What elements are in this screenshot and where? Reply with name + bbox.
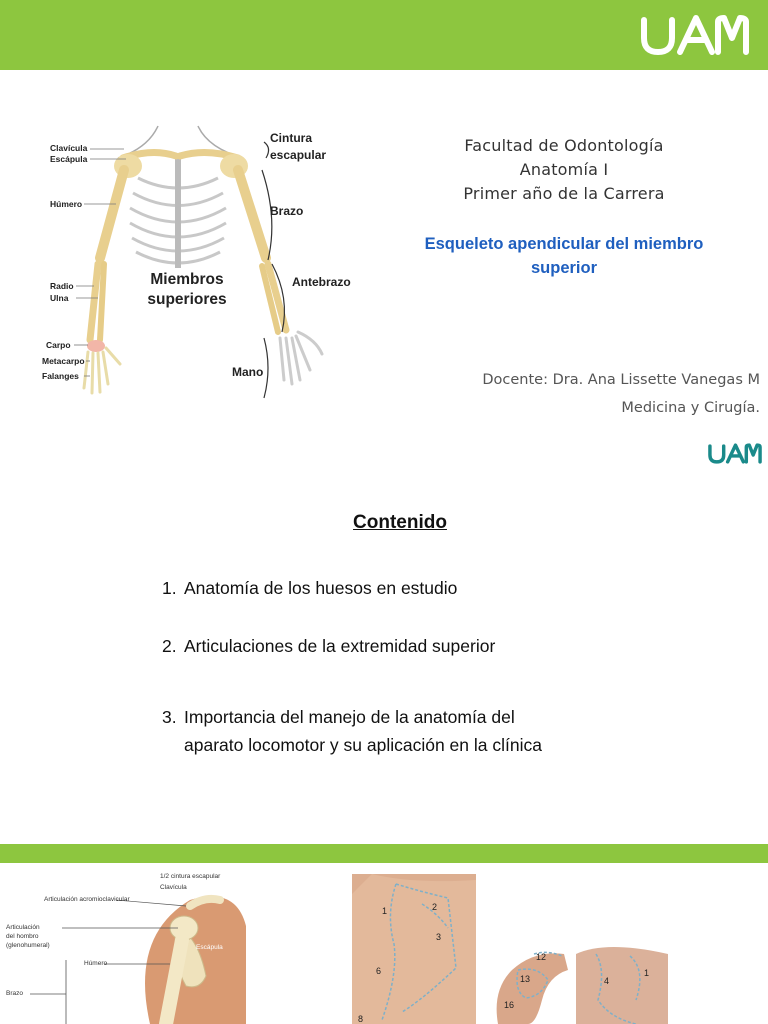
label-falanges: Falanges [42,371,79,381]
torso-regions-figure [352,874,476,1024]
label-metacarpo: Metacarpo [42,356,85,366]
upper-limb-skeleton-figure [28,118,368,410]
teacher-name: Docente: Dra. Ana Lissette Vanegas M [482,372,760,388]
label-brazo-small: Brazo [6,990,23,997]
label-cintura: Cintura [270,131,312,145]
label-carpo: Carpo [46,340,71,350]
label-acromioclavicular: Articulación acromioclavicular [44,896,130,903]
course-info [400,134,728,206]
item-number: 1. [162,578,177,598]
back-regions-figure [576,940,668,1024]
region-3: 3 [436,932,442,942]
course-name: Anatomía I [519,160,609,179]
item-text-line1: Importancia del manejo de la anatomía del [184,707,515,727]
contents-item-3 [162,703,542,759]
label-articulacion: Articulación [6,924,40,931]
label-antebrazo: Antebrazo [292,275,351,289]
region-16: 16 [504,1000,515,1010]
region-1-back: 1 [644,968,650,978]
label-half-girdle: 1/2 cintura escapular [160,873,221,880]
label-mano: Mano [232,365,264,379]
label-brazo: Brazo [270,204,304,218]
figure-title-line2: superiores [147,291,227,308]
contents-item-2 [162,632,495,660]
label-escapula: Escápula [50,154,88,164]
shoulder-anatomy-figure [0,866,246,1024]
figure-title-line1: Miembros [150,271,224,288]
header-bar [0,0,768,70]
item-number: 3. [162,707,177,727]
footer-bar [0,844,768,863]
label-clavicula: Clavícula [50,143,88,153]
label-humero-small: Húmero [84,960,108,967]
contents-item-1 [162,574,457,602]
figure-title [140,270,234,310]
uam-logo [636,8,754,60]
subject-line1: Esqueleto apendicular del miembro [424,235,704,253]
program-name: Medicina y Cirugía. [621,400,760,416]
region-8: 8 [358,1014,364,1024]
region-1: 1 [382,906,388,916]
uam-logo-small [706,440,764,466]
region-13: 13 [520,974,531,984]
label-glenohumeral: (glenohumeral) [6,942,50,949]
label-del-hombro: del hombro [6,933,39,940]
label-ulna: Ulna [50,293,69,303]
item-text-line2: aparato locomotor y su aplicación en la clínica [184,735,542,755]
label-escapular: escapular [270,148,327,162]
label-humero: Húmero [50,199,83,209]
region-2: 2 [432,902,438,912]
faculty-name: Facultad de Odontología [464,136,664,155]
hand-regions-figure [488,940,568,1024]
label-clavicula-small: Clavícula [160,884,187,891]
item-text-block [184,703,542,759]
course-year: Primer año de la Carrera [463,184,665,203]
teacher-info [482,366,760,422]
torso-drawing [352,874,476,1024]
contents-heading: Contenido [353,512,447,533]
item-text: Anatomía de los huesos en estudio [184,578,458,598]
subject-title [380,232,748,280]
region-4: 4 [604,976,610,986]
label-radio: Radio [50,281,74,291]
item-text: Articulaciones de la extremidad superior [184,636,496,656]
region-6: 6 [376,966,382,976]
subject-line2: superior [530,259,598,277]
region-12: 12 [536,952,547,962]
back-drawing [576,940,668,1024]
label-escapula-small: Escápula [196,944,223,951]
item-number: 2. [162,636,177,656]
